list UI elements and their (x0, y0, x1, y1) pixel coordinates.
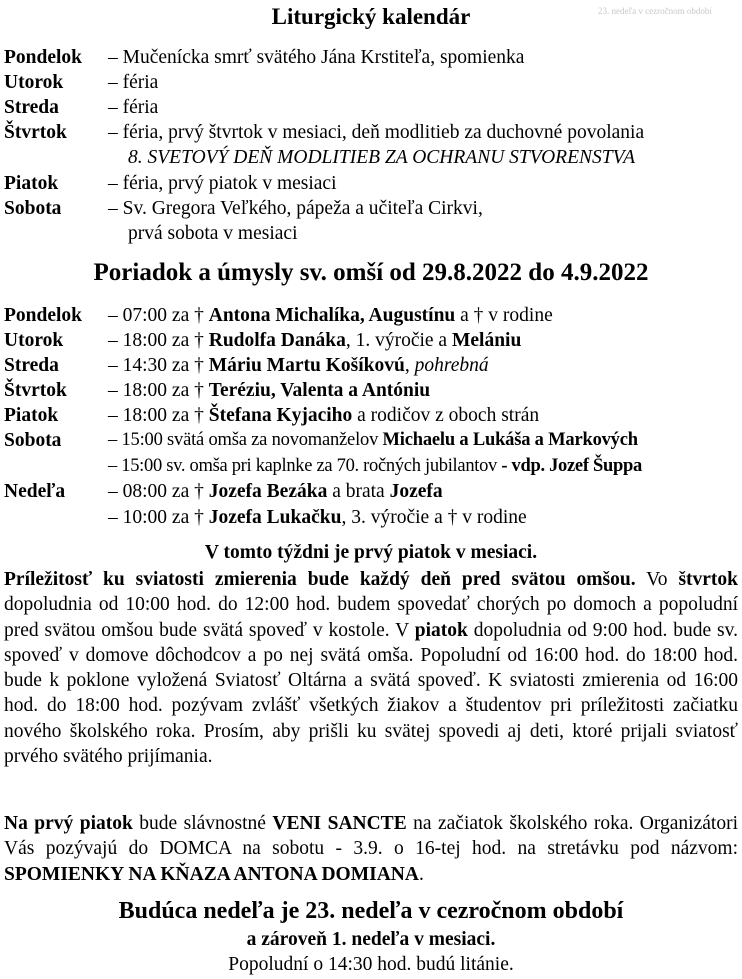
mass-day: Piatok (4, 405, 59, 426)
mass-day: Streda (4, 355, 59, 376)
calendar-text: – Mučenícka smrť svätého Jána Krstiteľa, spomienka (108, 47, 525, 68)
masses-title: Poriadok a úmysly sv. omší od 29.8.2022 do 4.9.2022 (93, 259, 649, 286)
calendar-title: Liturgický kalendár (271, 4, 471, 29)
veni-sancte-paragraph: Na prvý piatok bude slávnostné VENI SANCTE na začiatok školského roka. Organizátori Vás pozývajú do DOMCA na sobotu - 3.9. o 16-tej hod. na stretávku pod názvom: SPOMIENKY NA KŇAZA ANTONA DOMIANA. (4, 813, 738, 885)
mass-intention: – 15:00 svätá omša za novomanželov Michaelu a Lukáša a Markových (108, 430, 638, 450)
calendar-day: Streda (4, 97, 59, 118)
calendar-special-day: 8. SVETOVÝ DEŇ MODLITIEB ZA OCHRANU STVORENSTVA (128, 147, 635, 168)
calendar-day: Utorok (4, 72, 64, 93)
mass-intention: – 14:30 za † Máriu Martu Košíkovú, pohrebná (108, 355, 489, 376)
calendar-day: Pondelok (4, 47, 83, 68)
mass-intention: – 18:00 za † Štefana Kyjaciho a rodičov z oboch strán (108, 405, 540, 426)
announcement-heading: V tomto týždni je prvý piatok v mesiaci. (204, 542, 538, 563)
mass-intention: – 10:00 za † Jozefa Lukačku, 3. výročie a † v rodine (108, 507, 527, 528)
mass-day: Nedeľa (4, 481, 66, 502)
mass-intention: – 15:00 sv. omša pri kaplnke za 70. ročných jubilantov - vdp. Jozef Šuppa (108, 456, 642, 476)
watermark: 23. nedeľa v cezročnom období (598, 6, 712, 16)
calendar-text: – Sv. Gregora Veľkého, pápeža a učiteľa Cirkvi, (108, 198, 483, 219)
announcement-paragraph: Príležitosť ku sviatosti zmierenia bude každý deň pred svätou omšou. Vo štvrtok dopoludnia od 10:00 hod. do 12:00 hod. budem spovedať chorých po domoch a popoludní pred svätou omšou bude svätá spoveď v kostole. V piatok dopoludnia od 9:00 hod. bude sv. spoveď v domove dôchodcov a po nej svätá omša. Popoludní od 16:00 hod. do 18:00 hod. bude k poklone vyložená Sviatosť Oltárna a svätá spoveď. K sviatosti zmierenia od 16:00 hod. do 18:00 hod. pozývam zvlášť všetkých žiakov a študentov pri príležitosti začiatku nového školského roka. Prosím, aby prišli ku svätej spovedi aj deti, ktoré prijali sviatosť prvého svätého prijímania. (4, 569, 739, 768)
calendar-day: Štvrtok (4, 122, 67, 143)
calendar-text: – féria (108, 72, 159, 93)
calendar-text: – féria, prvý piatok v mesiaci (108, 173, 337, 194)
calendar-text: – féria, prvý štvrtok v mesiaci, deň modlitieb za duchovné povolania (108, 122, 645, 143)
calendar-text: – féria (108, 97, 159, 118)
mass-day: Štvrtok (4, 380, 67, 401)
mass-day: Pondelok (4, 305, 83, 326)
announcement-lead: Príležitosť ku sviatosti zmierenia bude každý deň pred svätou omšou. (4, 569, 636, 590)
next-sunday-title: Budúca nedeľa je 23. nedeľa v cezročnom období (118, 898, 624, 924)
mass-intention: – 18:00 za † Rudolfa Danáka, 1. výročie a Melániu (108, 330, 522, 351)
mass-intention: – 08:00 za † Jozefa Bezáka a brata Jozefa (108, 481, 443, 502)
mass-day: Sobota (4, 430, 62, 451)
mass-day: Utorok (4, 330, 64, 351)
calendar-day: Sobota (4, 198, 62, 219)
next-sunday-subtitle: a zároveň 1. nedeľa v mesiaci. (246, 929, 496, 950)
mass-intention: – 18:00 za † Teréziu, Valenta a Antóniu (108, 380, 431, 401)
litany-note: Popoludní o 14:30 hod. budú litánie. (228, 954, 514, 975)
calendar-text-continued: prvá sobota v mesiaci (128, 223, 298, 244)
calendar-day: Piatok (4, 173, 59, 194)
mass-intention: – 07:00 za † Antona Michalíka, Augustínu a † v rodine (108, 305, 553, 326)
